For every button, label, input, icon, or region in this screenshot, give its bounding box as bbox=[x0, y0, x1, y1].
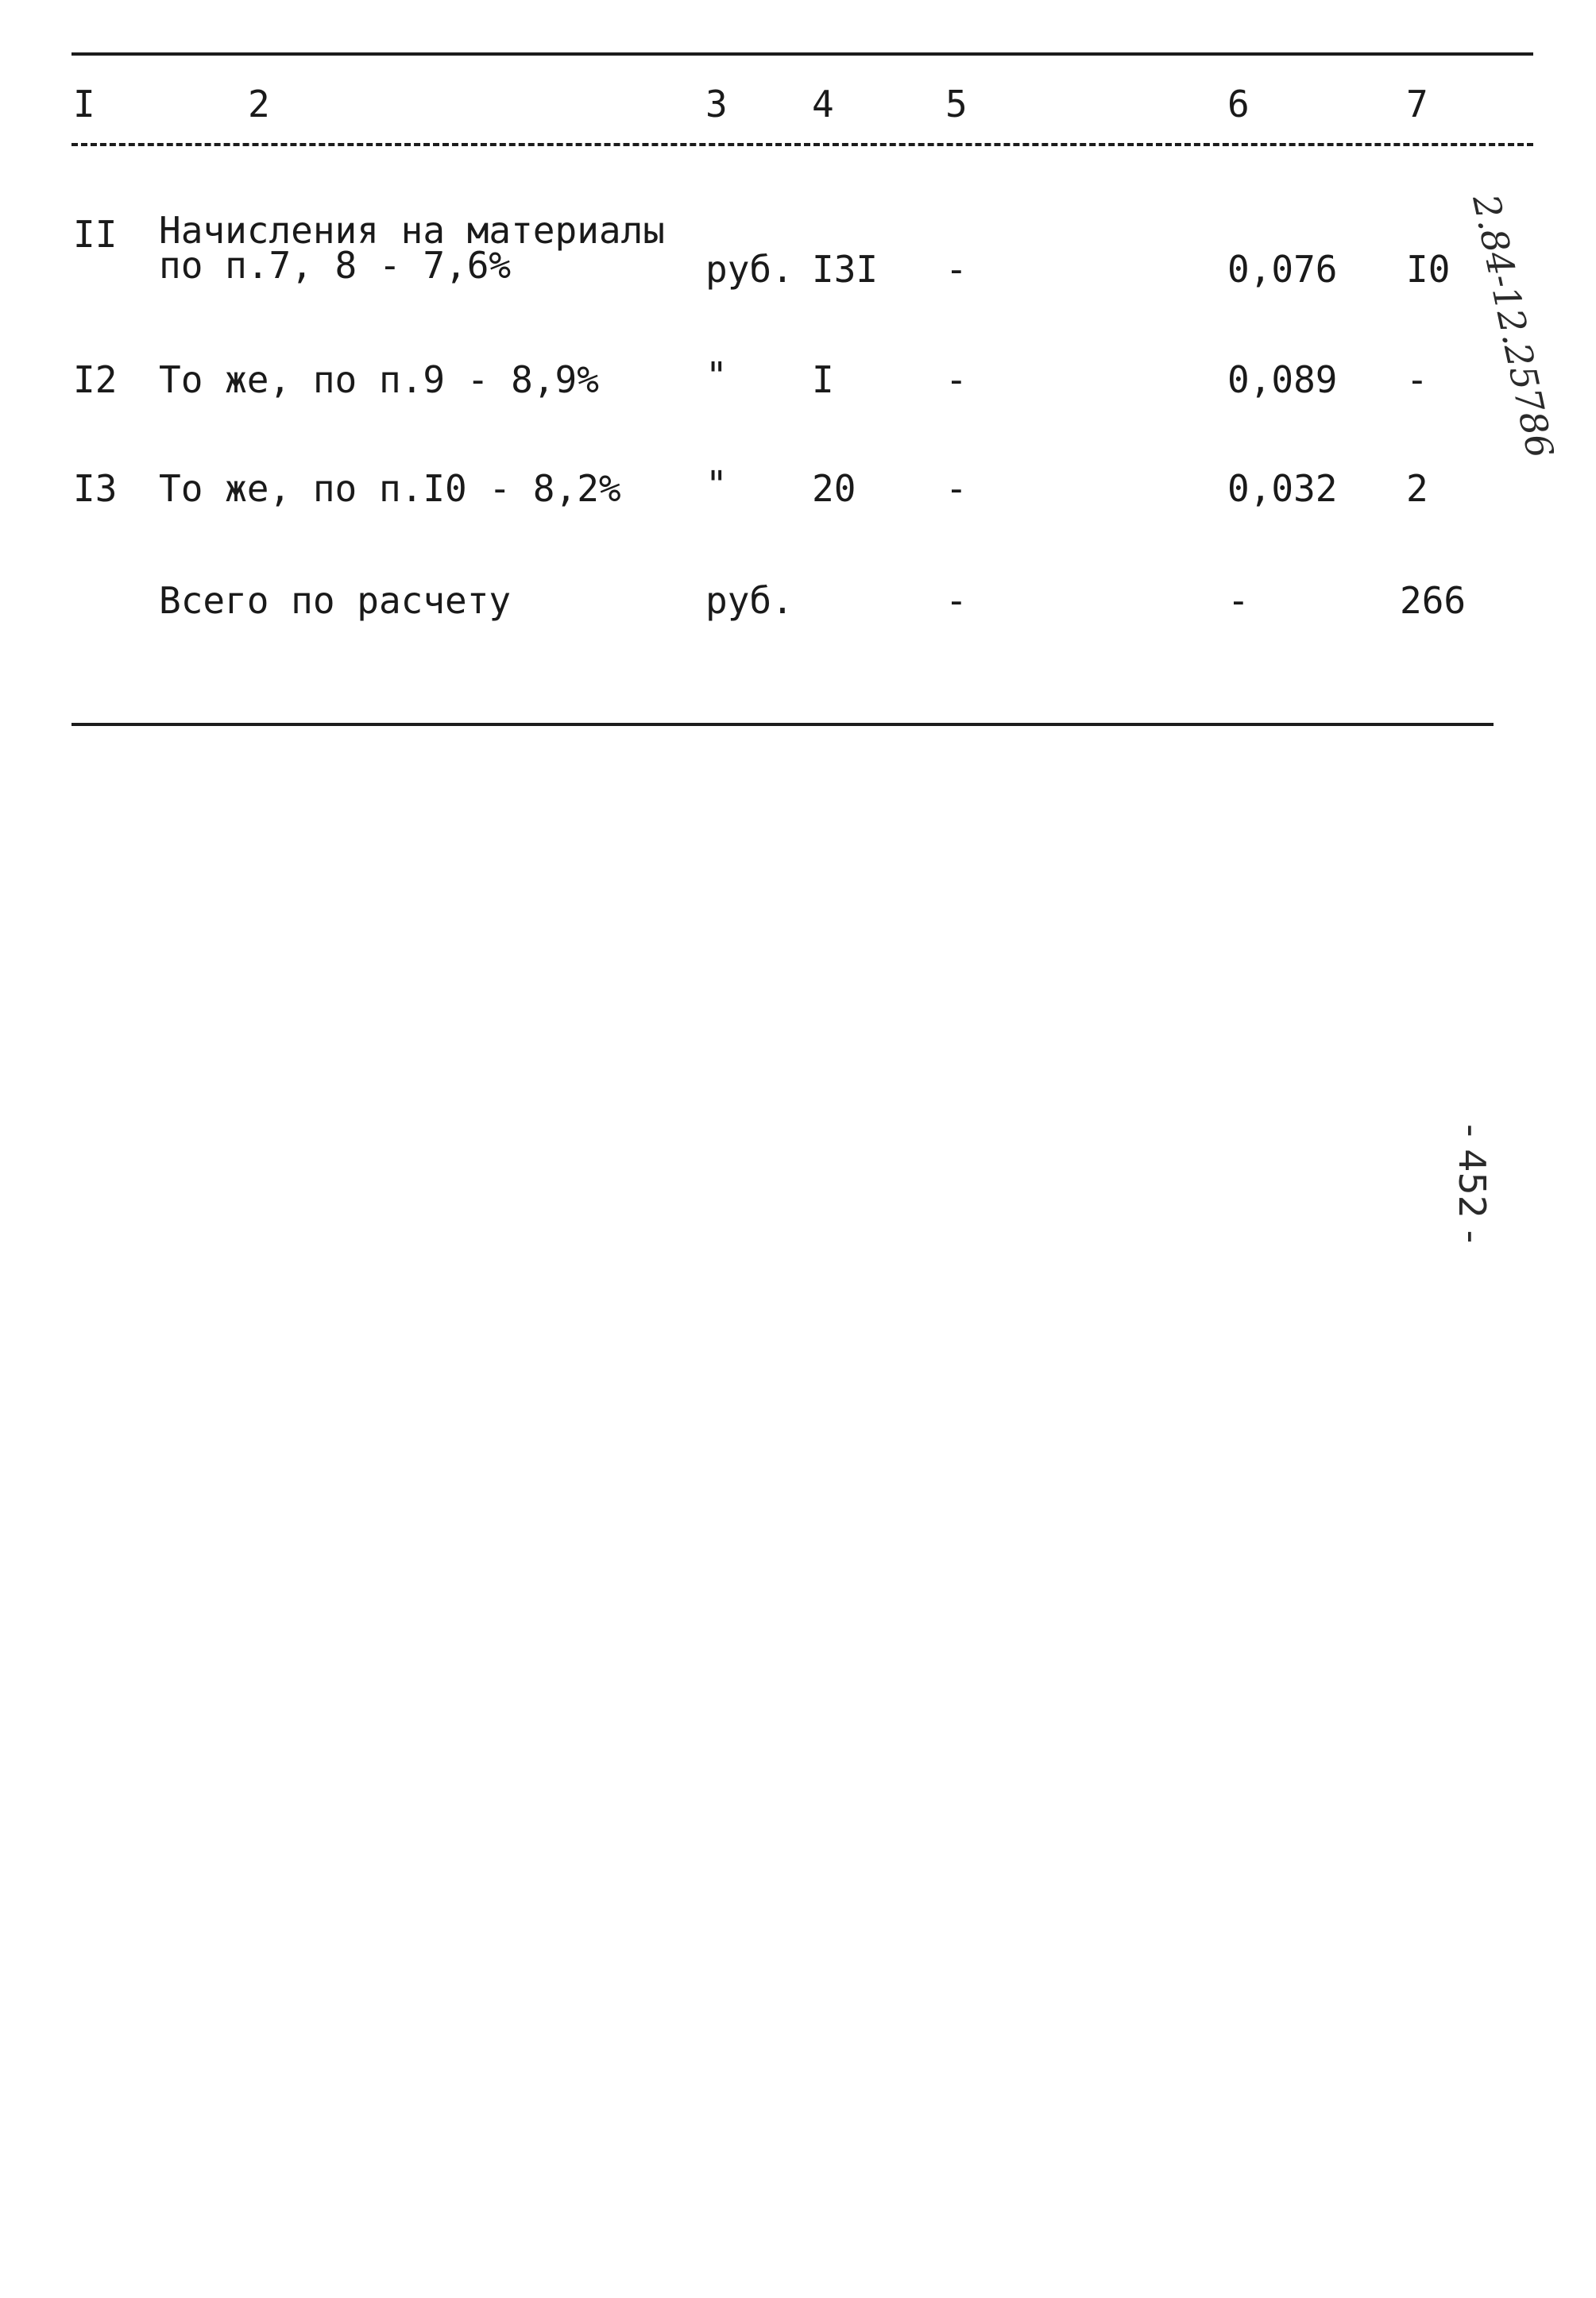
row-name: Начисления на материалы по п.7, 8 - 7,6% bbox=[159, 209, 665, 287]
page-number: - 452 - bbox=[1451, 1124, 1494, 1244]
row-qty: 20 bbox=[812, 467, 856, 510]
header-col-7: 7 bbox=[1406, 83, 1428, 126]
header-col-5: 5 bbox=[945, 83, 968, 126]
row-unit: " bbox=[705, 463, 728, 506]
row-number: II bbox=[73, 213, 118, 256]
row-col5: - bbox=[945, 358, 968, 401]
header-col-6: 6 bbox=[1227, 83, 1250, 126]
header-col-4: 4 bbox=[812, 83, 834, 126]
row-col6: 0,076 bbox=[1227, 248, 1338, 291]
row-col7: 266 bbox=[1400, 579, 1467, 622]
row-col6: 0,032 bbox=[1227, 467, 1338, 510]
header-col-3: 3 bbox=[705, 83, 728, 126]
row-col7: 2 bbox=[1406, 467, 1428, 510]
row-name: То же, по п.9 - 8,9% bbox=[159, 358, 599, 401]
margin-note: 2.84-12.25786 bbox=[1464, 191, 1563, 462]
row-qty: I3I bbox=[812, 248, 879, 291]
row-col7: - bbox=[1406, 358, 1428, 401]
row-col6: 0,089 bbox=[1227, 358, 1338, 401]
row-number: I2 bbox=[73, 358, 118, 401]
row-unit: руб. bbox=[705, 579, 794, 622]
header-col-2: 2 bbox=[248, 83, 270, 126]
row-col5: - bbox=[945, 248, 968, 291]
row-col6: - bbox=[1227, 579, 1250, 622]
row-col7: I0 bbox=[1406, 248, 1451, 291]
row-col5: - bbox=[945, 579, 968, 622]
header-col-1: I bbox=[73, 83, 95, 126]
row-unit: " bbox=[705, 354, 728, 397]
row-number: I3 bbox=[73, 467, 118, 510]
row-name: Всего по расчету bbox=[159, 579, 512, 622]
table-bottom-rule bbox=[71, 723, 1494, 726]
row-col5: - bbox=[945, 467, 968, 510]
row-name: То же, по п.I0 - 8,2% bbox=[159, 467, 621, 510]
table-top-rule bbox=[71, 52, 1533, 56]
row-qty: I bbox=[812, 358, 834, 401]
row-unit: руб. bbox=[705, 248, 794, 291]
header-bottom-rule bbox=[71, 143, 1533, 146]
